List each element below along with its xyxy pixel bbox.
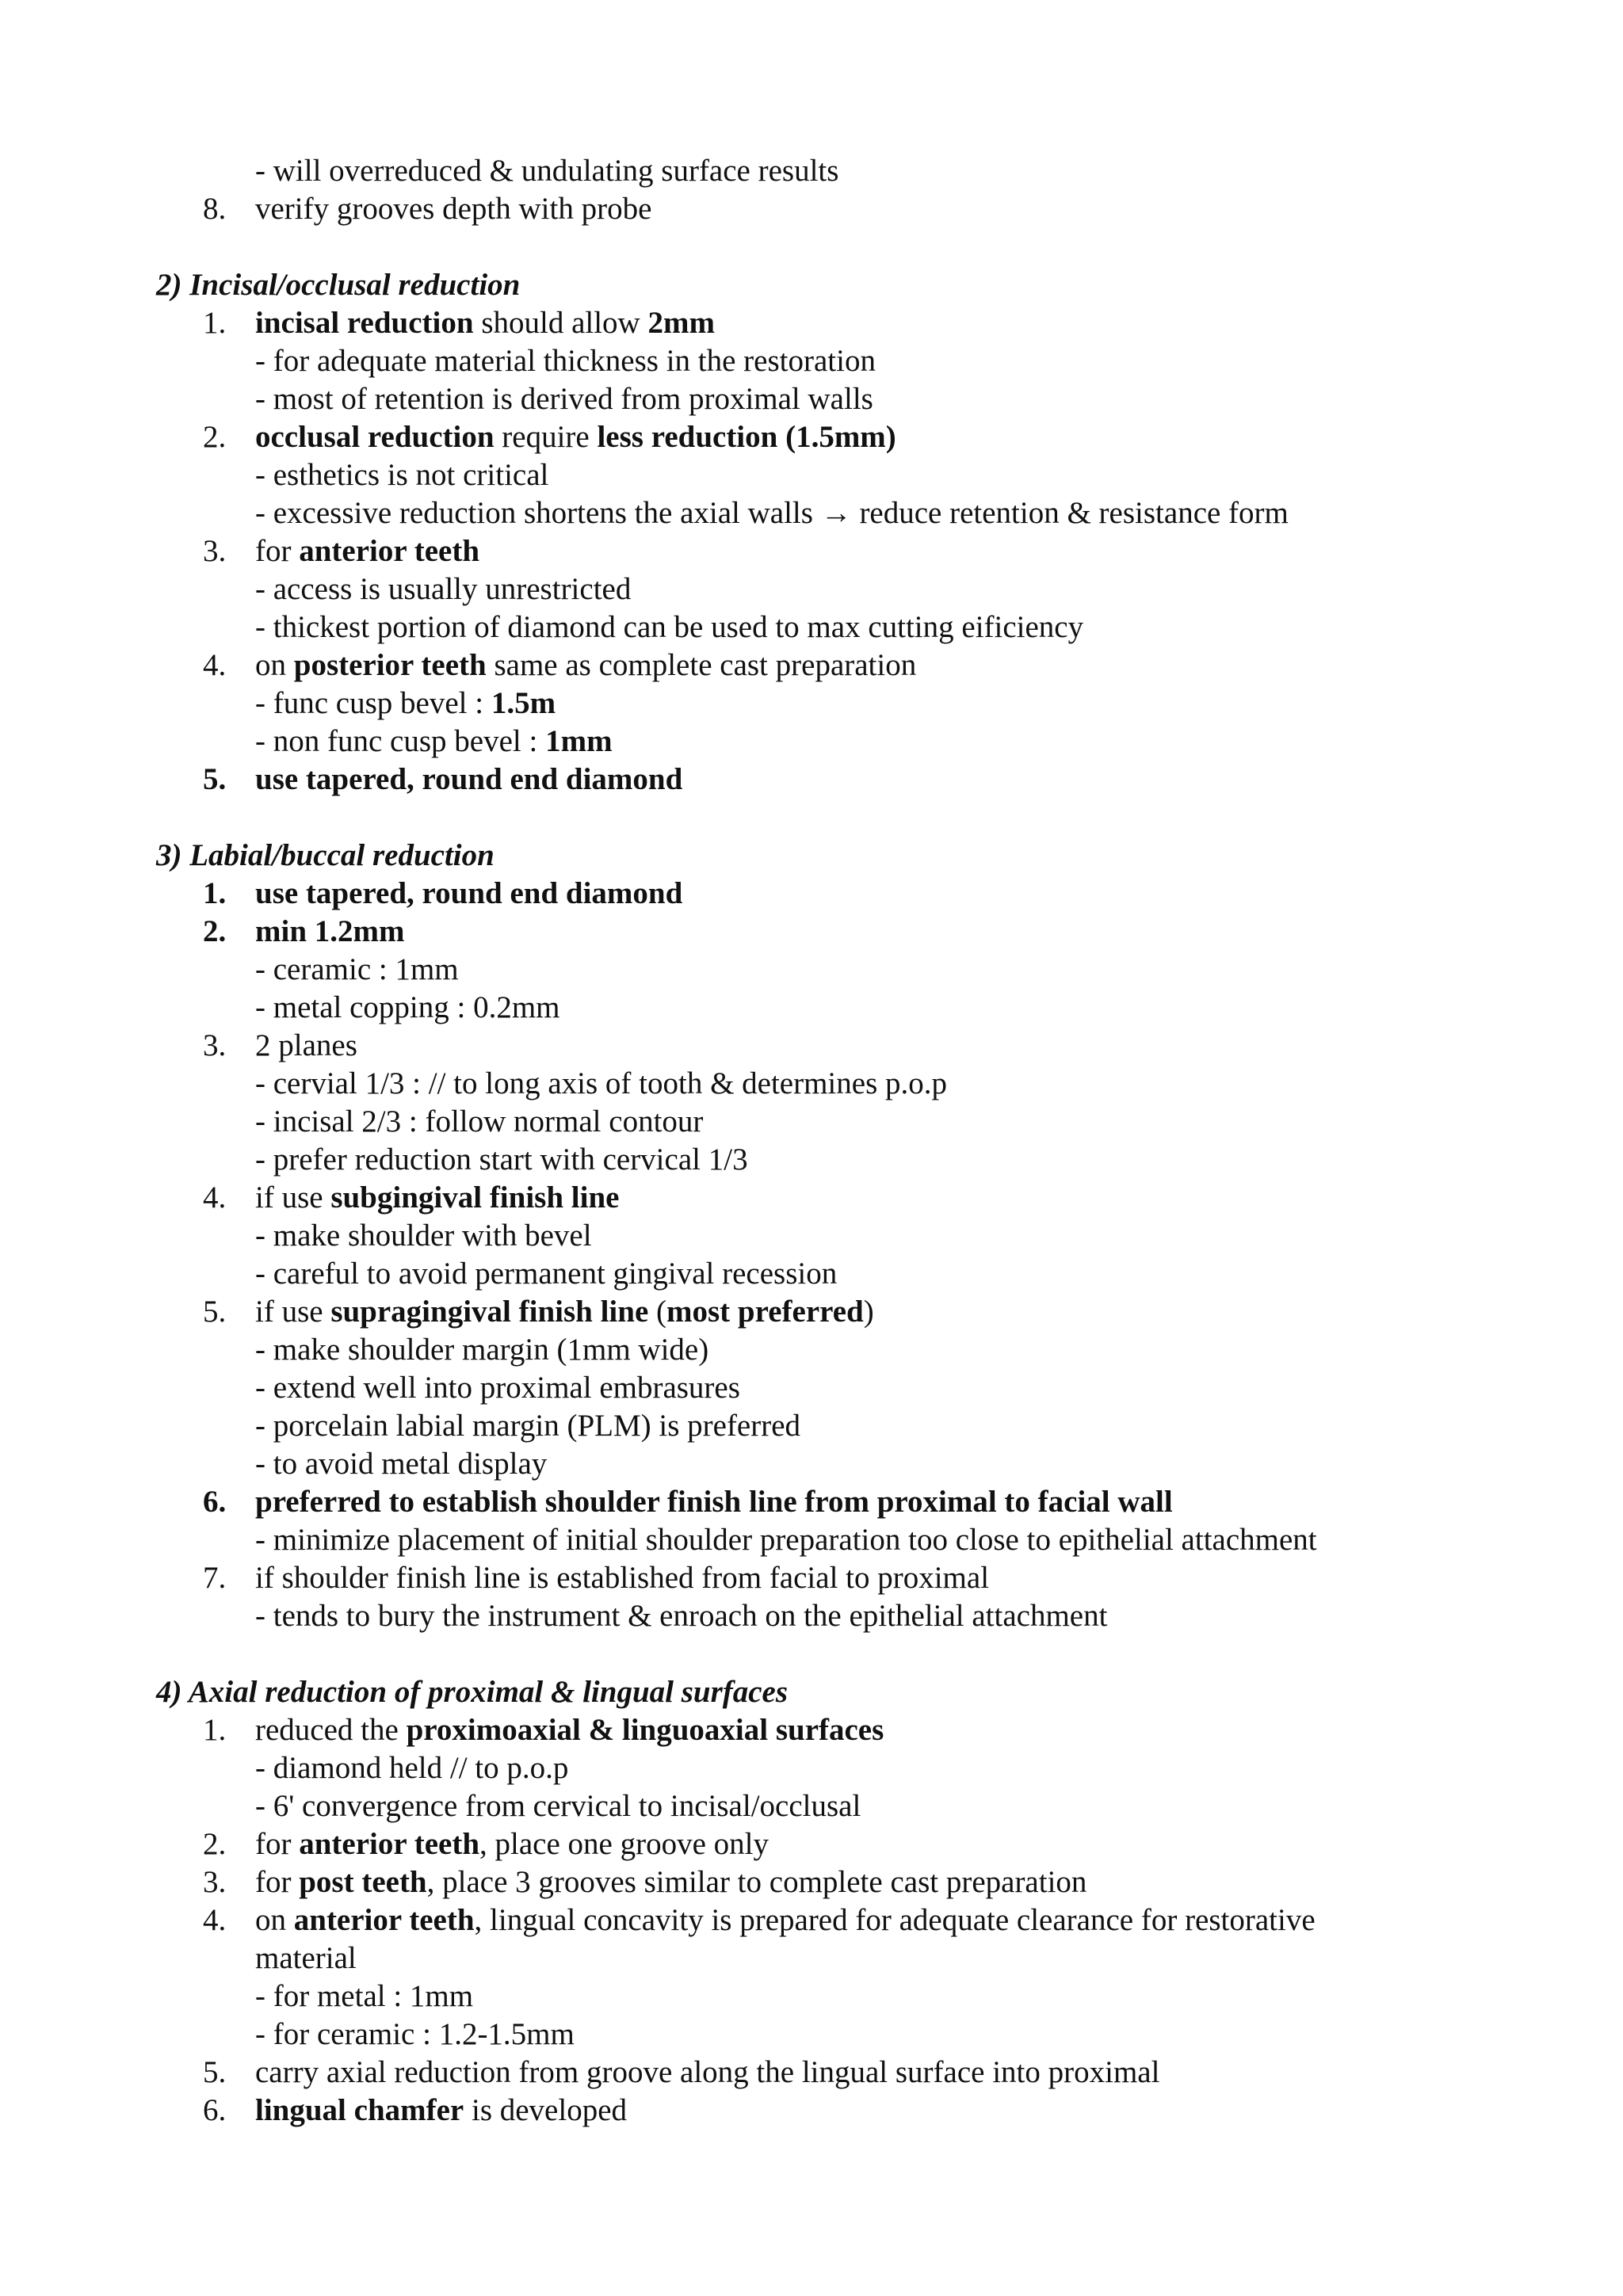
list-item-text bbox=[255, 532, 479, 570]
list-item bbox=[0, 1027, 1623, 1065]
section-heading-3-labial-buccal-reduction: 3) Labial/buccal reduction bbox=[156, 838, 495, 872]
text-run: - tends to bury the instrument & enroach on the epithelial attachment bbox=[255, 1599, 1108, 1633]
text-run: ) bbox=[863, 1295, 874, 1329]
list-item-text bbox=[255, 685, 556, 723]
text-run: - 6' convergence from cervical to incisal/occlusal bbox=[255, 1789, 861, 1823]
list-item-number: 4. bbox=[203, 1180, 227, 1215]
list-item-text bbox=[255, 1749, 568, 1787]
list-item bbox=[0, 2054, 1623, 2092]
list-item bbox=[0, 1293, 1623, 1331]
list-item-text bbox=[255, 1597, 1107, 1635]
list-item bbox=[0, 761, 1623, 799]
text-run: for bbox=[255, 1865, 300, 1899]
text-run: if use bbox=[255, 1295, 331, 1329]
text-run: - will overreduced & undulating surface results bbox=[255, 154, 839, 188]
list-item-text bbox=[255, 1065, 947, 1103]
list-item-number: 8. bbox=[203, 192, 227, 226]
list-item-text bbox=[255, 1483, 1173, 1521]
bold-text: proximoaxial & linguoaxial surfaces bbox=[406, 1713, 884, 1747]
list-item-text bbox=[255, 1978, 473, 2016]
list-item-number: 1. bbox=[203, 306, 227, 340]
text-run: - non func cusp bevel : bbox=[255, 724, 546, 758]
list-item-text bbox=[255, 1863, 1086, 1901]
text-run: - make shoulder margin (1mm wide) bbox=[255, 1333, 709, 1367]
text-run: - most of retention is derived from proximal walls bbox=[255, 382, 873, 416]
bold-text: use tapered, round end diamond bbox=[255, 876, 683, 910]
bold-text: posterior teeth bbox=[293, 648, 487, 682]
bold-text: lingual chamfer bbox=[255, 2093, 464, 2127]
list-item bbox=[0, 190, 1623, 228]
list-item-text bbox=[255, 608, 1083, 646]
list-item-text bbox=[255, 190, 651, 228]
list-item bbox=[0, 1711, 1623, 1749]
list-item-text bbox=[255, 1787, 861, 1825]
bold-text: incisal reduction bbox=[255, 306, 474, 340]
list-item-number: 5. bbox=[203, 1295, 227, 1329]
list-item-text bbox=[255, 456, 548, 494]
list-subitem bbox=[0, 1407, 1623, 1445]
list-item bbox=[0, 418, 1623, 456]
list-item-number: 6. bbox=[203, 2093, 227, 2127]
list-item bbox=[0, 646, 1623, 685]
text-run: - for metal : 1mm bbox=[255, 1979, 474, 2013]
text-run: - extend well into proximal embrasures bbox=[255, 1371, 740, 1405]
bold-text: anterior teeth bbox=[293, 1903, 475, 1937]
list-subitem bbox=[0, 1065, 1623, 1103]
list-item-number: 2. bbox=[203, 914, 227, 948]
text-run: reduced the bbox=[255, 1713, 407, 1747]
list-item-number: 3. bbox=[203, 1865, 227, 1899]
list-subitem bbox=[0, 1103, 1623, 1141]
list-item-text bbox=[255, 723, 613, 761]
list-item-text bbox=[255, 1293, 874, 1331]
list-subitem bbox=[0, 456, 1623, 494]
list-subitem bbox=[0, 989, 1623, 1027]
list-subitem bbox=[0, 1141, 1623, 1179]
list-item-text bbox=[255, 380, 873, 418]
bold-text: less reduction (1.5mm) bbox=[597, 420, 896, 454]
list-item-number: 3. bbox=[203, 1028, 227, 1062]
list-item-text bbox=[255, 1217, 592, 1255]
list-item-text bbox=[255, 1559, 989, 1597]
bold-text: anterior teeth bbox=[299, 1827, 480, 1861]
list-item-number: 1. bbox=[203, 876, 227, 910]
list-subitem bbox=[0, 494, 1623, 532]
text-run: on bbox=[255, 1903, 294, 1937]
list-subitem bbox=[0, 570, 1623, 608]
bold-text: 1.5m bbox=[491, 686, 556, 720]
list-item bbox=[0, 875, 1623, 913]
list-subitem bbox=[0, 380, 1623, 418]
text-run: require bbox=[494, 420, 598, 454]
bold-text: 1mm bbox=[545, 724, 613, 758]
list-item-text bbox=[255, 1331, 708, 1369]
list-item-number: 7. bbox=[203, 1561, 227, 1595]
list-item-text bbox=[255, 1141, 748, 1179]
list-item bbox=[0, 913, 1623, 951]
bold-text: post teeth bbox=[299, 1865, 427, 1899]
text-run: if shoulder finish line is established from facial to proximal bbox=[255, 1561, 990, 1595]
list-item bbox=[0, 1901, 1623, 1939]
bold-text: preferred to establish shoulder finish line from proximal to facial wall bbox=[255, 1485, 1173, 1519]
list-item-number: 2. bbox=[203, 1827, 227, 1861]
text-run: should allow bbox=[473, 306, 648, 340]
text-run: 2 planes bbox=[255, 1028, 357, 1062]
text-run: - access is usually unrestricted bbox=[255, 572, 632, 606]
list-subitem bbox=[0, 608, 1623, 646]
list-subitem bbox=[0, 1787, 1623, 1825]
text-run: - for ceramic : 1.2-1.5mm bbox=[255, 2017, 575, 2051]
list-item-text bbox=[255, 761, 682, 799]
paragraph-spacer bbox=[0, 1635, 1623, 1673]
text-run: - cervial 1/3 : // to long axis of tooth & determines p.o.p bbox=[255, 1066, 948, 1100]
list-item bbox=[0, 1179, 1623, 1217]
text-run: - minimize placement of initial shoulder preparation too close to epithelial attachment bbox=[255, 1523, 1317, 1557]
text-run: , place one groove only bbox=[479, 1827, 769, 1861]
list-item-text bbox=[255, 913, 405, 951]
text-run: ( bbox=[648, 1295, 667, 1329]
list-subitem bbox=[0, 685, 1623, 723]
text-run: same as complete cast preparation bbox=[486, 648, 917, 682]
text-run: - to avoid metal display bbox=[255, 1447, 548, 1481]
list-subitem bbox=[0, 1445, 1623, 1483]
list-item-text bbox=[255, 304, 715, 342]
text-run: material bbox=[255, 1941, 357, 1975]
list-item-text bbox=[255, 1179, 619, 1217]
list-item-text bbox=[255, 418, 896, 456]
section-heading-4-axial-reduction-of-proximal-lingual-surfaces: 4) Axial reduction of proximal & lingual surfaces bbox=[156, 1675, 789, 1709]
list-item-text bbox=[255, 1103, 703, 1141]
list-subitem bbox=[0, 1331, 1623, 1369]
text-run: verify grooves depth with probe bbox=[255, 192, 652, 226]
list-item-text bbox=[255, 2054, 1159, 2092]
list-item-text bbox=[255, 1939, 357, 1978]
list-item-text bbox=[255, 875, 682, 913]
list-item-number: 5. bbox=[203, 762, 227, 796]
text-run: - esthetics is not critical bbox=[255, 458, 549, 492]
list-item-number: 4. bbox=[203, 1903, 227, 1937]
list-subitem bbox=[0, 1749, 1623, 1787]
list-subitem bbox=[0, 342, 1623, 380]
text-run: - incisal 2/3 : follow normal contour bbox=[255, 1104, 704, 1138]
list-item-number: 5. bbox=[203, 2055, 227, 2089]
list-item-number: 3. bbox=[203, 534, 227, 568]
list-item-text bbox=[255, 1825, 769, 1863]
list-item-text bbox=[255, 152, 838, 190]
list-item-text bbox=[255, 1255, 837, 1293]
text-run: is developed bbox=[464, 2093, 628, 2127]
list-item-text bbox=[255, 1901, 1316, 1939]
text-run: - func cusp bevel : bbox=[255, 686, 491, 720]
section-heading-2-incisal-occlusal-reduction: 2) Incisal/occlusal reduction bbox=[156, 268, 521, 302]
bold-text: supragingival finish line bbox=[330, 1295, 649, 1329]
text-run: - ceramic : 1mm bbox=[255, 952, 459, 986]
list-item-number: 2. bbox=[203, 420, 227, 454]
list-item-text bbox=[255, 2092, 627, 2130]
text-run: - porcelain labial margin (PLM) is preferred bbox=[255, 1409, 801, 1443]
paragraph-spacer bbox=[0, 799, 1623, 837]
list-item-text bbox=[255, 494, 1289, 532]
list-item bbox=[0, 1825, 1623, 1863]
bold-text: subgingival finish line bbox=[330, 1180, 620, 1215]
text-run: - prefer reduction start with cervical 1/3 bbox=[255, 1142, 748, 1177]
list-subitem bbox=[0, 1255, 1623, 1293]
text-run: - diamond held // to p.o.p bbox=[255, 1751, 569, 1785]
list-subitem bbox=[0, 951, 1623, 989]
list-item bbox=[0, 1483, 1623, 1521]
text-run: - make shoulder with bevel bbox=[255, 1219, 592, 1253]
bold-text: 2mm bbox=[647, 306, 715, 340]
list-item-text bbox=[255, 989, 560, 1027]
text-run: for bbox=[255, 1827, 300, 1861]
text-run: , place 3 grooves similar to complete cast preparation bbox=[426, 1865, 1087, 1899]
bold-text: use tapered, round end diamond bbox=[255, 762, 683, 796]
list-item-text bbox=[255, 1711, 884, 1749]
bold-text: occlusal reduction bbox=[255, 420, 495, 454]
list-item-text bbox=[255, 646, 916, 685]
list-item-text bbox=[255, 1369, 740, 1407]
text-run: carry axial reduction from groove along the lingual surface into proximal bbox=[255, 2055, 1160, 2089]
list-item-number: 1. bbox=[203, 1713, 227, 1747]
list-item-text bbox=[255, 1521, 1317, 1559]
list-item-text bbox=[255, 570, 631, 608]
list-item-text bbox=[255, 951, 459, 989]
list-subitem bbox=[0, 1521, 1623, 1559]
list-item bbox=[0, 1559, 1623, 1597]
text-run: , lingual concavity is prepared for adequate clearance for restorative bbox=[474, 1903, 1316, 1937]
list-subitem bbox=[0, 152, 1623, 190]
paragraph-spacer bbox=[0, 228, 1623, 266]
list-subitem bbox=[0, 1597, 1623, 1635]
list-subitem bbox=[0, 2016, 1623, 2054]
list-item bbox=[0, 532, 1623, 570]
list-subitem bbox=[0, 1217, 1623, 1255]
bold-text: most preferred bbox=[666, 1295, 864, 1329]
list-subitem bbox=[0, 723, 1623, 761]
text-run: - careful to avoid permanent gingival recession bbox=[255, 1257, 838, 1291]
list-item-text bbox=[255, 342, 876, 380]
list-subitem bbox=[0, 1978, 1623, 2016]
list-item-number: 4. bbox=[203, 648, 227, 682]
text-run: on bbox=[255, 648, 294, 682]
text-run: - thickest portion of diamond can be used to max cutting eificiency bbox=[255, 610, 1084, 644]
list-item bbox=[0, 304, 1623, 342]
text-run: if use bbox=[255, 1180, 331, 1215]
list-item-text bbox=[255, 2016, 575, 2054]
text-run: - metal copping : 0.2mm bbox=[255, 990, 560, 1024]
list-item-text bbox=[255, 1445, 547, 1483]
list-item bbox=[0, 1863, 1623, 1901]
list-subitem bbox=[0, 1369, 1623, 1407]
text-run: for bbox=[255, 534, 300, 568]
list-item-text bbox=[255, 1027, 357, 1065]
list-item bbox=[0, 2092, 1623, 2130]
list-subitem bbox=[0, 1939, 1623, 1978]
bold-text: anterior teeth bbox=[299, 534, 480, 568]
list-item-text bbox=[255, 1407, 800, 1445]
text-run: - for adequate material thickness in the restoration bbox=[255, 344, 876, 378]
bold-text: min 1.2mm bbox=[255, 914, 405, 948]
list-item-number: 6. bbox=[203, 1485, 227, 1519]
text-run: - excessive reduction shortens the axial walls → reduce retention & resistance form bbox=[255, 496, 1289, 530]
